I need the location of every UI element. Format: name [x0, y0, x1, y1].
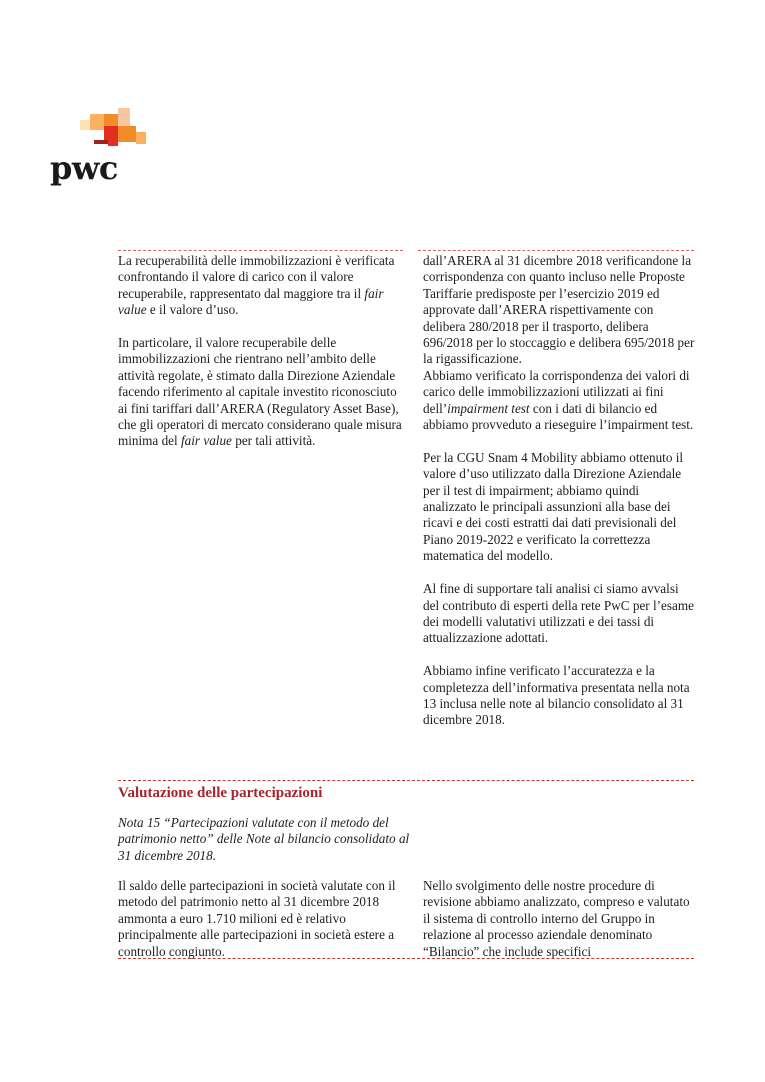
logo-block-8 [94, 140, 108, 144]
logo-block-5 [104, 126, 118, 140]
section1-rule-right [418, 250, 694, 251]
logo-block-2 [90, 114, 104, 130]
logo-block-7 [136, 132, 146, 144]
section2-right-column [423, 878, 698, 960]
pwc-logo [50, 106, 160, 186]
bottom-rule [118, 958, 694, 959]
section2-left-column [118, 878, 410, 960]
logo-block-6 [118, 126, 136, 142]
section2-right-paragraph: Nello svolgimento delle nostre procedure di revisione abbiamo analizzato, compreso e valutato il sistema di controllo interno del Gruppo in relazione al processo aziendale denominato “Bilancio” che include specifici [423, 878, 690, 959]
logo-block-9 [108, 140, 118, 146]
right-paragraph-5: Abbiamo infine verificato l’accuratezza e la completezza dell’informativa presentata nella nota 13 inclusa nelle note al bilancio consolidato al 31 dicembre 2018. [423, 663, 690, 728]
logo-block-3 [104, 114, 118, 126]
section2-note: Nota 15 “Partecipazioni valutate con il metodo del patrimonio netto” delle Note al bilancio consolidato al 31 dicembre 2018. [118, 815, 410, 863]
left-paragraph-2: In particolare, il valore recuperabile delle immobilizzazioni che rientrano nell’ambito delle attività regolate, è stimato dalla Direzione Aziendale facendo riferimento al capitale investito riconosciuto ai fini tariffari dall’ARERA (Regulatory Asset Base), che gli operatori di mercato considerano quale misura minima del fair value per tali attività. [118, 335, 402, 449]
section1-left-column [118, 253, 408, 466]
right-paragraph-2: Abbiamo verificato la corrispondenza dei valori di carico delle immobilizzazioni utilizzati ai fini dell’impairment test con i dati di bilancio ed abbiamo provveduto a rieseguire l’impairment test. [423, 367, 694, 433]
section2-rule [118, 780, 694, 781]
right-paragraph-1: dall’ARERA al 31 dicembre 2018 verificandone la corrispondenza con quanto incluso nelle Proposte Tariffarie predisposte per l’esercizio 2019 ed approvate dall’ARERA rispettivamente con delibera 280/2018 per il trasporto, delibera 696/2018 per lo stoccaggio e delibera 695/2018 per la rigassificazione. [423, 253, 695, 367]
left-paragraph-1: La recuperabilità delle immobilizzazioni è verificata confrontando il valore di carico con il valore recuperabile, rappresentato dal maggiore tra il fair value e il valore d’uso. [118, 253, 395, 318]
section2-left-paragraph: Il saldo delle partecipazioni in società valutate con il metodo del patrimonio netto al 31 dicembre 2018 ammonta a euro 1.710 milioni ed è relativo principalmente alle partecipazioni in società estere a controllo congiunto. [118, 878, 396, 959]
right-paragraph-3: Per la CGU Snam 4 Mobility abbiamo ottenuto il valore d’uso utilizzato dalla Direzione Aziendale per il test di impairment; abbiamo quindi analizzato le principali assunzioni alla base dei ricavi e dei costi estratti dai dati previsionali del Piano 2019-2022 e verificato la correttezza matematica del modello. [423, 449, 684, 564]
pwc-wordmark: pwc [50, 149, 118, 187]
logo-block-1 [80, 120, 90, 130]
section1-right-column [423, 253, 695, 745]
logo-block-4 [118, 108, 130, 126]
section1-rule-left [118, 250, 403, 251]
section-title: Valutazione delle partecipazioni [118, 785, 323, 801]
right-paragraph-4: Al fine di supportare tali analisi ci siamo avvalsi del contributo di esperti della rete PwC per l’esame dei modelli valutativi utilizzati e dei tassi di attualizzazione adottati. [423, 581, 694, 646]
